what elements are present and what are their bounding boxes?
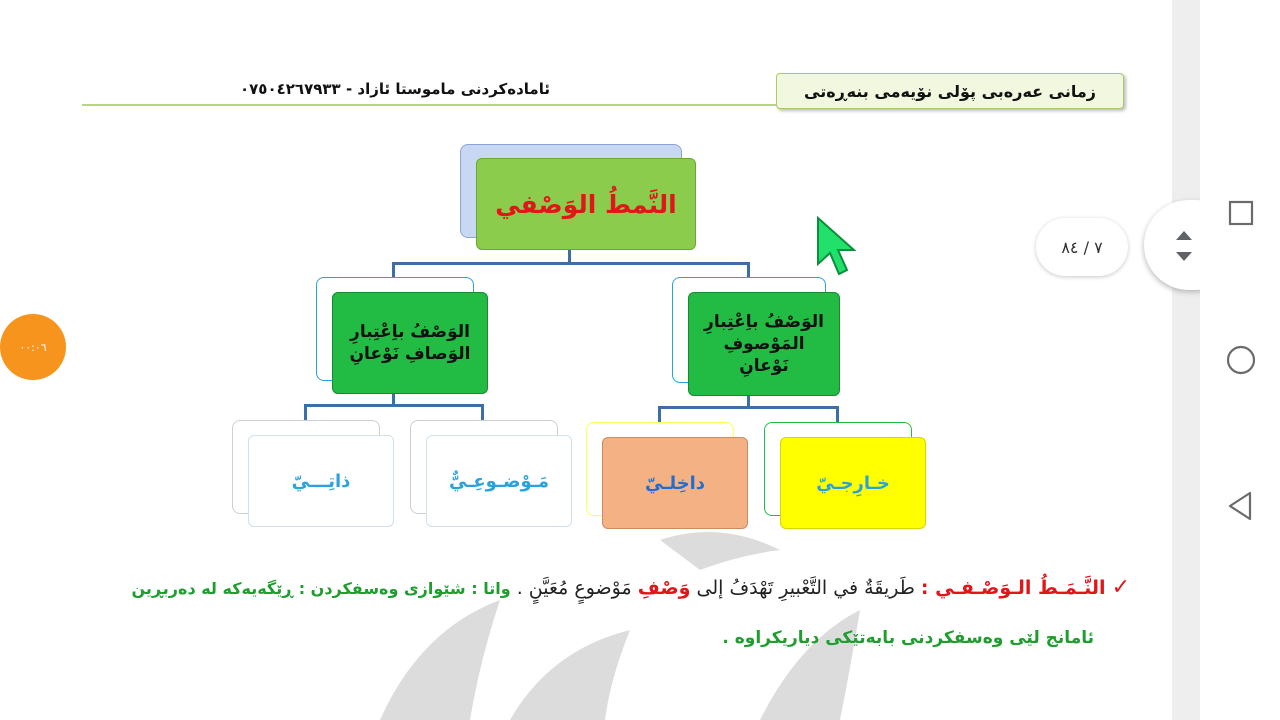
root-node: النَّمطُ الوَصْفي: [476, 158, 696, 250]
check-icon: ✓: [1111, 575, 1130, 600]
definition-text-b: مَوْضوعٍ مُعَيَّنٍ .: [516, 577, 632, 599]
circle-icon[interactable]: [1226, 345, 1256, 375]
kurdish-translation-a: واتا : شێوازی وەسفکردن : ڕێگەیەکە لە دەربڕین: [131, 579, 511, 598]
definition-term: النَّـمَـطُ الـوَصْـفـي :: [920, 577, 1106, 599]
definition-highlight: وَصْفِ: [637, 577, 691, 599]
connector-line: [304, 404, 484, 407]
kurdish-translation-b: ئامانج لێی وەسفکردنی بابەتێکی دیاریکراوە .: [722, 628, 1094, 648]
recording-timer[interactable]: ٠٠:٠٦: [0, 314, 66, 380]
triangle-back-icon[interactable]: [1226, 490, 1254, 522]
mouse-cursor-icon: [814, 216, 856, 278]
connector-line: [658, 406, 839, 409]
definition-line-1: [40, 575, 1130, 611]
leaf-internal: داخِلـيّ: [602, 437, 748, 529]
page-indicator: ٧ / ٨٤: [1036, 218, 1128, 276]
connector-line: [392, 262, 750, 265]
leaf-objective: مَـوْضـوعِـيٌّ: [426, 435, 572, 527]
page-scroll-rail[interactable]: [1172, 0, 1200, 720]
android-nav-bar: [1200, 0, 1280, 720]
right-branch-node: الوَصْفُ باِعْتِبارِ المَوْصوفِ نَوْعانِ: [688, 292, 840, 396]
document-title: زمانی عەرەبی پۆلی نۆیەمی بنەڕەتی: [776, 73, 1124, 109]
scroll-arrows-icon: [1172, 226, 1196, 266]
left-branch-node: الوَصْفُ باِعْتِبارِ الوَصافِ نَوْعانِ: [332, 292, 488, 394]
leaf-subjective: ذاتِـــيّ: [248, 435, 394, 527]
prepared-by-text: ئامادەکردنی ماموستا ئازاد - ٠٧٥٠٤٢٦٧٩٣٣: [240, 80, 550, 98]
square-icon[interactable]: [1228, 200, 1254, 226]
definition-text-a: طَريقَةٌ في التَّعْبيرِ تَهْدَفُ إلى: [696, 577, 915, 599]
leaf-external: خـارِجـيّ: [780, 437, 926, 529]
